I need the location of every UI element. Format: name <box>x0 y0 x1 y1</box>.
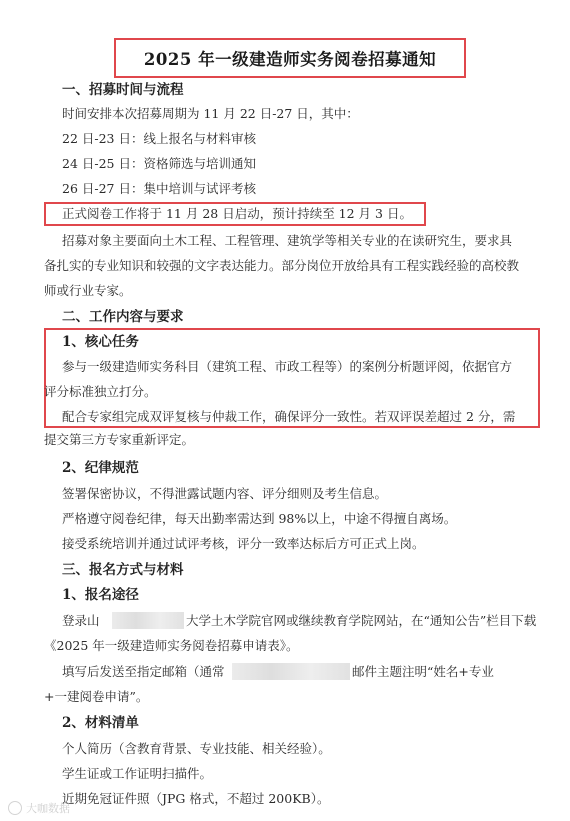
route-line-end: 大学土木学院官网或继续教育学院网站，在“通知公告”栏目下载 <box>186 613 537 628</box>
section1-heading: 一、招募时间与流程 <box>62 82 184 98</box>
core-task-heading: 1、核心任务 <box>62 334 139 350</box>
materials-heading: 2、材料清单 <box>62 715 139 731</box>
route-line: 《2025 年一级建造师实务阅卷招募申请表》。 <box>44 638 299 653</box>
watermark <box>8 800 70 816</box>
discipline-heading: 2、纪律规范 <box>62 460 139 476</box>
discipline-line: 签署保密协议，不得泄露试题内容、评分细则及考生信息。 <box>62 486 388 501</box>
schedule-step: 22 日-23 日：线上报名与材料审核 <box>62 131 256 146</box>
watermark-text: 大咖数据 <box>26 802 70 815</box>
email-line-start: 填写后发送至指定邮箱（通常 <box>62 664 225 679</box>
material-item: 学生证或工作证明扫描件。 <box>62 766 213 781</box>
route-line-start: 登录山 <box>62 613 100 628</box>
core-task-line: 配合专家组完成双评复核与仲裁工作，确保评分一致性。若双评误差超过 2 分，需 <box>62 409 516 424</box>
target-text-line: 招募对象主要面向土木工程、工程管理、建筑学等相关专业的在读研究生，要求具 <box>62 233 513 248</box>
schedule-step: 26 日-27 日：集中培训与试评考核 <box>62 181 256 196</box>
core-task-line: 参与一级建造师实务科目（建筑工程、市政工程等）的案例分析题评阅，依据官方 <box>62 359 513 374</box>
section3-heading: 三、报名方式与材料 <box>62 562 184 578</box>
title-highlight-box <box>114 38 466 78</box>
redacted-school-name <box>112 612 184 629</box>
section2-heading: 二、工作内容与要求 <box>62 309 184 325</box>
target-text-line: 备扎实的专业知识和较强的文字表达能力。部分岗位开放给具有工程实践经验的高校教 <box>44 258 520 273</box>
core-task-line: 提交第三方专家重新评定。 <box>44 432 195 447</box>
material-item: 近期免冠证件照（JPG 格式，不超过 200KB）。 <box>62 791 330 806</box>
start-date-text: 正式阅卷工作将于 11 月 28 日启动，预计持续至 12 月 3 日。 <box>62 206 412 221</box>
target-text-line: 师或行业专家。 <box>44 283 132 298</box>
route-heading: 1、报名途径 <box>62 587 139 603</box>
schedule-step: 24 日-25 日：资格筛选与培训通知 <box>62 156 256 171</box>
discipline-line: 接受系统培训并通过试评考核，评分一致率达标后方可正式上岗。 <box>62 536 425 551</box>
material-item: 个人简历（含教育背景、专业技能、相关经验）。 <box>62 741 331 756</box>
email-line-end: 邮件主题注明“姓名+专业 <box>352 664 494 679</box>
watermark-logo-icon <box>8 801 22 815</box>
email-line: +一建阅卷申请”。 <box>44 689 149 704</box>
discipline-line: 严格遵守阅卷纪律，每天出勤率需达到 98%以上，中途不得擅自离场。 <box>62 511 457 526</box>
redacted-email <box>232 663 350 680</box>
document-title: 2025 年一级建造师实务阅卷招募通知 <box>143 50 437 69</box>
schedule-intro: 时间安排本次招募周期为 11 月 22 日-27 日，其中： <box>62 106 359 121</box>
core-task-line: 评分标准独立打分。 <box>44 384 157 399</box>
